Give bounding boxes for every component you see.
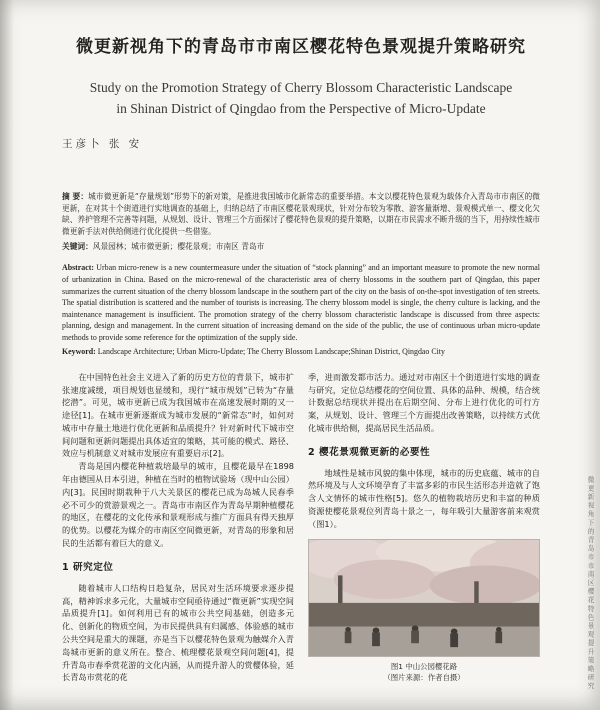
body-columns bbox=[62, 371, 540, 684]
keywords-label-cn: 关键词： bbox=[62, 241, 93, 251]
section-1-heading: 1 研究定位 bbox=[62, 561, 114, 573]
figure-caption bbox=[308, 661, 540, 683]
chinese-keywords bbox=[62, 241, 540, 253]
cherry-blossom-photo bbox=[308, 539, 540, 657]
english-keywords bbox=[62, 346, 540, 358]
english-title-line2: in Shinan District of Qingdao from the Perspective of Micro-Update bbox=[116, 101, 486, 117]
abstract-text-cn: 城市微更新是“存量规划”形势下的新对策，是推进我国城市化新常态的重要举措。本文以樱花特色景观为载体介入青岛市市南区的微更新，在对其十个街道进行实地调查的基础上，归纳总结了市南区樱花景观现状，针对分布较为零散、游客量渐增、景观模式单一、樱文化欠缺、养护管理不完善等问题，从规划、设计、管理三个方面探讨了樱花特色景观的提升策略，以期在市民需求不断升级的当下，用持续性城市微更新手法对供给侧进行优化提供一些借鉴。 bbox=[62, 191, 540, 237]
body-paragraph: 青岛是国内樱花种植栽培最早的城市，且樱花最早在1898年由德国从日本引进，种植在当时的植物试验场（现中山公园）内[3]。民国时期栽种于八大关景区的樱花已成为岛城人民春季必不可少的赏游景观之一。青岛市市南区作为青岛早期种植樱花的地区，在樱花的文化传承和景观形成与推广方面具有得天独厚的优势。以樱花为媒介的市南区空间微更新，对青岛的形象和居民的生活都有着巨大的意义。 bbox=[62, 461, 294, 549]
abstract-label-cn: 摘 要： bbox=[62, 191, 89, 201]
abstract-label-en: Abstract: bbox=[62, 263, 94, 273]
page-content bbox=[62, 0, 540, 684]
article-title-chinese: 微更新视角下的青岛市市南区樱花特色景观提升策略研究 bbox=[76, 37, 526, 57]
body-paragraph: 在中国特色社会主义进入了新的历史方位的背景下，城市扩张速度减缓，项目规划也显缓和，现行“城市规划”已转为“存量挖潜”。可见，城市更新已成为我国城市在高速发展时期的又一途径[1]。在城市更新逐渐成为城市发展的“新常态”时，如何对城市中存量土地进行优化更新和品质提升？针对新时代下城市空间问题和更新问题提出具体适宜的策略，其可能的模式、路径、效应与机制意义对城市发展应有重要启示[2]。 bbox=[62, 371, 294, 459]
scan-gutter-shadow bbox=[0, 0, 14, 710]
chinese-abstract bbox=[62, 191, 540, 238]
figure-caption-line2: （图片来源：作者自摄） bbox=[383, 672, 465, 682]
english-abstract bbox=[62, 262, 540, 343]
abstract-text-en: Urban micro-renew is a new countermeasure under the situation of “stock planning” and an important measure to promote the new normal of urbanization in China. Based on the micro-renewal of the characteristic area of cherry blossoms in the southern part of Qingdao, this paper summarizes the current situation of the cherry blossom landscape in the southern part of the city on the basis of on-the-spot investigation of ten streets. The spatial distribution is scattered and the number of tourists is increasing. The cherry blossom model is single, the cherry culture is lacking, and the maintenance management is insufficient. The promotion strategy of the cherry blossom characteristic landscape is discussed from three aspects: planning, design and management. In the current situation of increasing demand on the side of the public, the use of continuous urban micro-update methods to provide some reference for the optimization of the supply side. bbox=[62, 263, 540, 342]
right-column bbox=[308, 371, 540, 684]
running-title-vertical: 微更新视角下的青岛市市南区樱花特色景观提升策略研究 bbox=[586, 476, 594, 691]
body-paragraph: 季，进而激发都市活力。通过对市南区十个街道进行实地的调查与研究，定位总结樱花的空间位置、具体的品种、规模，结合统计数据总结现状并提出在后期空间、分布上进行优化的可行方案，从规划、设计、管理三个方面提出改善策略，以持续方式优化城市供给侧，提高居民生活品质。 bbox=[308, 371, 540, 433]
author-names: 王彦卜 张 安 bbox=[62, 137, 143, 150]
english-abstract-block bbox=[62, 262, 540, 357]
article-title-english bbox=[62, 78, 540, 120]
left-column bbox=[62, 371, 294, 684]
keywords-text-en: Landscape Architecture; Urban Micro-Update; The Cherry Blossom Landscape;Shinan District, Qingdao City bbox=[97, 347, 445, 357]
keywords-text-cn: 风景园林；城市微更新；樱花景观；市南区 青岛市 bbox=[92, 241, 265, 251]
body-paragraph: 地域性是城市风貌的集中体现，城市的历史底蕴、城市的自然环境及与人文环境孕育了丰富多彩的市民生活形态并造就了饱含人文情怀的城市性格[5]。悠久的植物栽培历史和丰富的种质资源使樱花景观位列青岛十景之一，每年吸引大量游客前来观赏（图1）。 bbox=[308, 467, 540, 529]
figure-1 bbox=[308, 539, 540, 683]
figure-caption-line1: 图1 中山公园樱花路 bbox=[390, 661, 458, 671]
chinese-abstract-block bbox=[62, 191, 540, 253]
keywords-label-en: Keyword: bbox=[62, 347, 96, 357]
english-title-line1: Study on the Promotion Strategy of Cherry Blossom Characteristic Landscape bbox=[89, 80, 513, 96]
section-2-heading: 2 樱花景观微更新的必要性 bbox=[308, 446, 431, 458]
body-paragraph: 随着城市人口结构日趋复杂，居民对生活环境要求逐步提高，精神诉求多元化，大量城市空间亟待通过“微更新”实现空间品质提升[1]。如何利用已有的城市公共空间基础，创造多元化、创新化的物质空间，为市民提供具有归属感、体验感的城市公共空间是重大的课题，亦是当下以樱花特色景观为触媒介入青岛城市更新的意义所在。整合、梳理樱花景观空间问题[4]，提升青岛市春季赏花游的文化内涵，从而提升游人的赏樱体验，延长青岛市赏花的花 bbox=[62, 582, 294, 683]
